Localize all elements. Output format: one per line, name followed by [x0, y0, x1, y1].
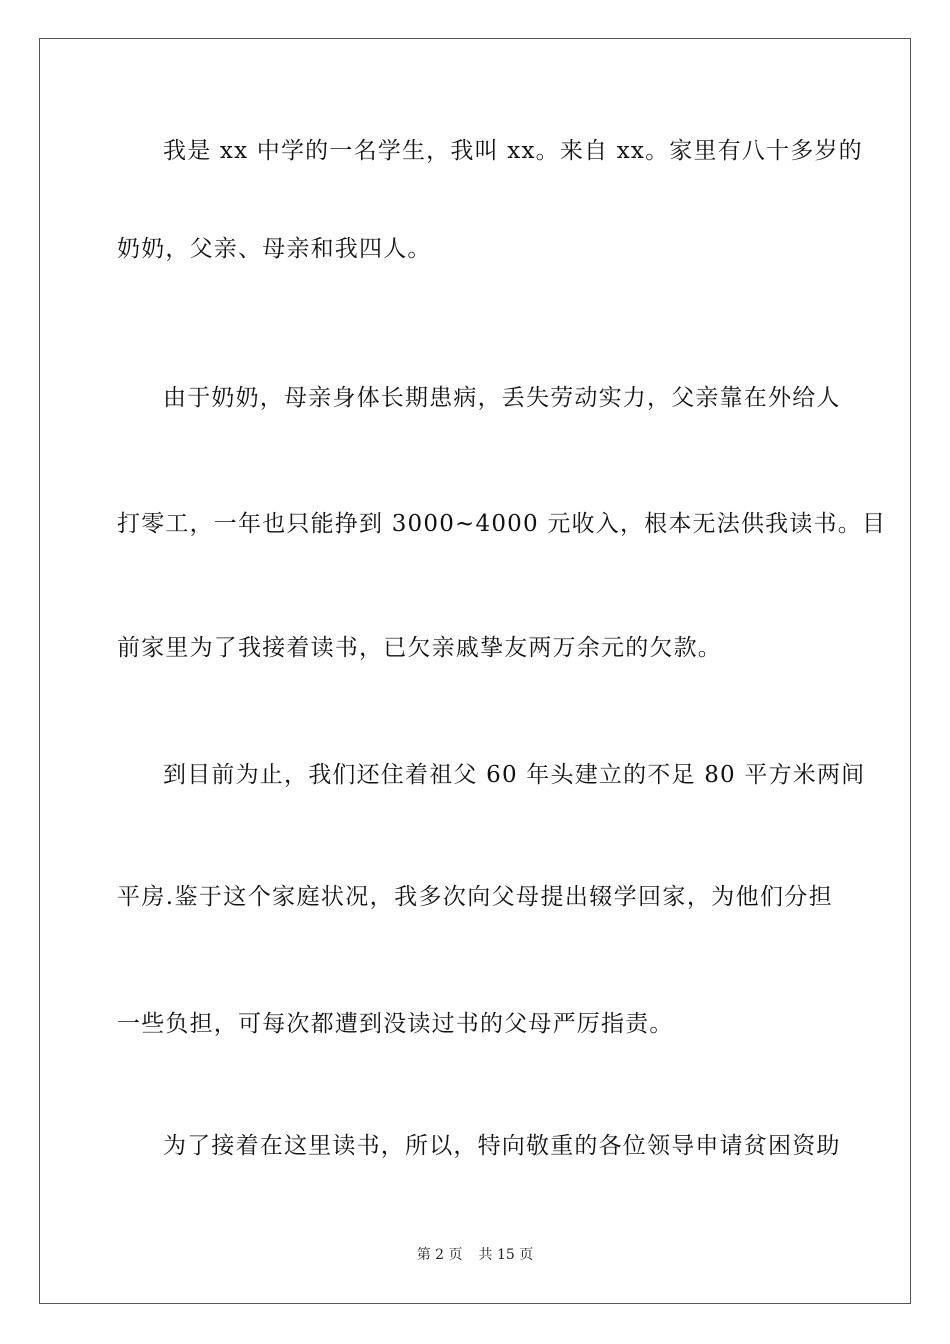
paragraph-2-line-1: 由于奶奶，母亲身体长期患病，丢失劳动实力，父亲靠在外给人: [163, 385, 841, 411]
paragraph-3-line-2: 平房.鉴于这个家庭状况，我多次向父母提出辍学回家，为他们分担: [117, 884, 833, 910]
paragraph-1-line-1: 我是 xx 中学的一名学生，我叫 xx。来自 xx。家里有八十多岁的: [163, 138, 863, 164]
paragraph-1-line-2: 奶奶，父亲、母亲和我四人。: [117, 236, 432, 262]
page-frame: [39, 38, 911, 1304]
paragraph-4-line-1: 为了接着在这里读书，所以，特向敬重的各位领导申请贫困资助: [163, 1133, 841, 1159]
page-footer: [0, 1246, 950, 1264]
paragraph-3-line-1: 到目前为止，我们还住着祖父 60 年头建立的不足 80 平方米两间: [163, 762, 866, 788]
paragraph-2-line-2: 打零工，一年也只能挣到 3000~4000 元收入，根本无法供我读书。目: [117, 511, 887, 537]
page-total: 共 15 页: [478, 1247, 534, 1263]
paragraph-3-line-3: 一些负担，可每次都遭到没读过书的父母严厉指责。: [117, 1011, 674, 1037]
paragraph-2-line-3: 前家里为了我接着读书，已欠亲戚挚友两万余元的欠款。: [117, 635, 722, 661]
page-number: 第 2 页: [416, 1247, 463, 1263]
